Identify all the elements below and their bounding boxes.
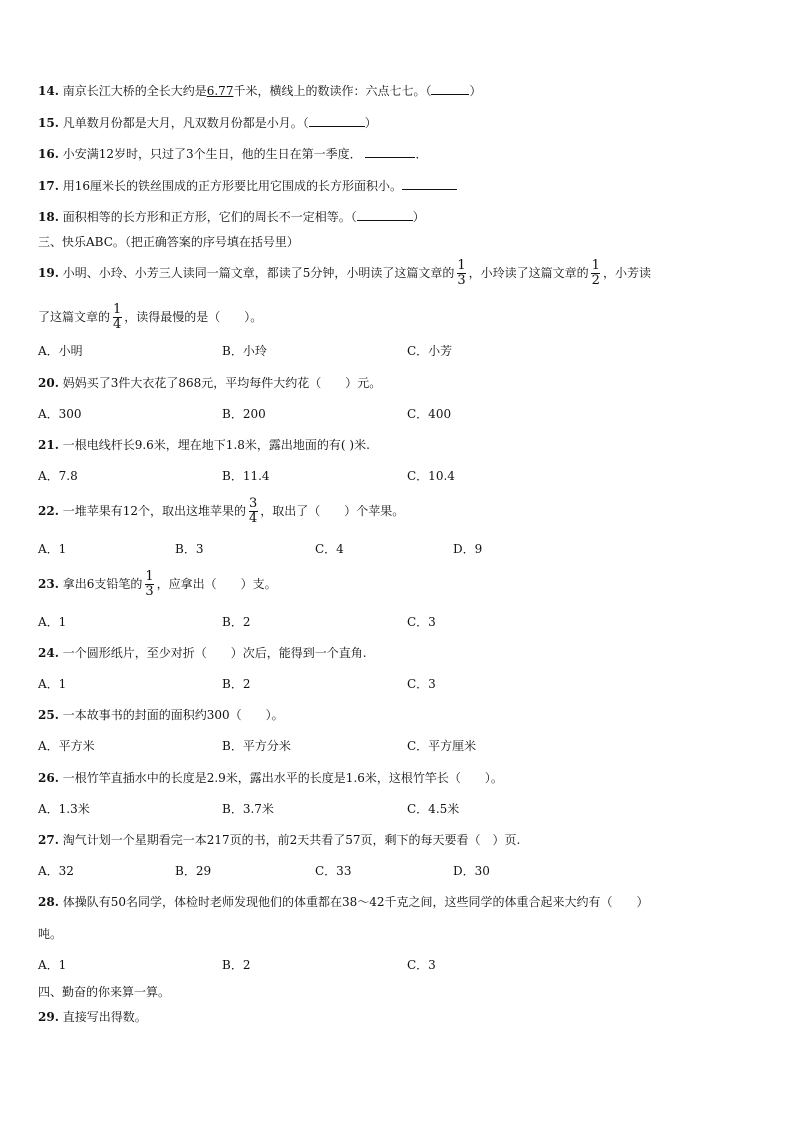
fraction <box>112 303 122 332</box>
question-text: 千米，横线上的数读作：六点七七。（ <box>233 84 432 98</box>
question-text: ，小芳读 <box>602 266 651 280</box>
option-d[interactable]: D．9 <box>453 542 483 556</box>
numerator: 1 <box>145 569 154 584</box>
option-c[interactable]: C．10.4 <box>407 469 455 483</box>
question-text: 了这篇文章的 <box>38 310 111 324</box>
question-text: 直接写出得数。 <box>62 1010 147 1024</box>
option-a[interactable]: A．平方米 <box>38 739 95 753</box>
question-text: 妈妈买了3件大衣花了868元，平均每件大约花（ ）元。 <box>62 376 382 390</box>
option-c[interactable]: C．平方厘米 <box>407 739 477 753</box>
question-28-line-2: 吨。 <box>38 927 63 941</box>
question-15 <box>38 115 377 131</box>
answer-blank[interactable] <box>357 209 413 221</box>
option-b[interactable]: B．200 <box>222 407 266 421</box>
question-17 <box>38 178 457 194</box>
denominator: 3 <box>457 273 466 288</box>
question-text: 一根电线杆长9.6米，埋在地下1.8米，露出地面的有( )米. <box>62 438 370 452</box>
question-20 <box>38 375 381 391</box>
question-22 <box>38 496 404 526</box>
question-number: 18. <box>38 210 59 224</box>
fraction <box>248 497 258 526</box>
numerator: 1 <box>113 302 122 317</box>
denominator: 4 <box>113 317 122 332</box>
question-number: 21. <box>38 438 59 452</box>
option-d[interactable]: D．30 <box>453 864 490 878</box>
question-27 <box>38 832 520 848</box>
option-a[interactable]: A．1 <box>38 958 67 972</box>
denominator: 3 <box>145 584 154 599</box>
option-b[interactable]: B．2 <box>222 677 251 691</box>
question-number: 16. <box>38 147 59 161</box>
question-number: 27. <box>38 833 59 847</box>
question-text: 凡单数月份都是大月，凡双数月份都是小月。（ <box>62 116 309 130</box>
option-c[interactable]: C．4.5米 <box>407 802 460 816</box>
question-number: 19. <box>38 266 59 280</box>
question-21 <box>38 437 370 453</box>
option-b[interactable]: B．11.4 <box>222 469 270 483</box>
question-text: 一根竹竿直插水中的长度是2.9米，露出水平的长度是1.6米，这根竹竿长（ ）。 <box>62 771 503 785</box>
answer-blank[interactable] <box>309 115 365 127</box>
option-b[interactable]: B．3.7米 <box>222 802 274 816</box>
question-number: 20. <box>38 376 59 390</box>
question-number: 24. <box>38 646 59 660</box>
question-number: 25. <box>38 708 59 722</box>
option-c[interactable]: C．4 <box>315 542 344 556</box>
question-28 <box>38 894 649 910</box>
option-c[interactable]: C．33 <box>315 864 352 878</box>
question-text: 一本故事书的封面的面积约300（ ）。 <box>62 708 284 722</box>
question-text: 南京长江大桥的全长大约是 <box>62 84 207 98</box>
question-number: 23. <box>38 577 59 591</box>
option-a[interactable]: A．1 <box>38 677 67 691</box>
denominator: 4 <box>249 511 258 526</box>
question-text: 拿出6支铅笔的 <box>62 577 143 591</box>
option-c[interactable]: C．400 <box>407 407 452 421</box>
option-c[interactable]: C．小芳 <box>407 344 453 358</box>
question-number: 15. <box>38 116 59 130</box>
question-26 <box>38 770 503 786</box>
question-text: 用16厘米长的铁丝围成的正方形要比用它围成的长方形面积小。 <box>62 179 402 193</box>
question-text: 一个圆形纸片，至少对折（ ）次后，能得到一个直角. <box>62 646 367 660</box>
option-a[interactable]: A．小明 <box>38 344 83 358</box>
option-a[interactable]: A．1.3米 <box>38 802 90 816</box>
answer-blank[interactable] <box>365 146 415 158</box>
option-a[interactable]: A．1 <box>38 615 67 629</box>
question-number: 14. <box>38 84 59 98</box>
option-a[interactable]: A．300 <box>38 407 82 421</box>
option-b[interactable]: B．2 <box>222 615 251 629</box>
numerator: 1 <box>591 258 600 273</box>
answer-blank[interactable] <box>431 83 469 95</box>
question-number: 29. <box>38 1010 59 1024</box>
question-number: 28. <box>38 895 59 909</box>
question-number: 17. <box>38 179 59 193</box>
answer-blank[interactable] <box>402 178 457 190</box>
question-23 <box>38 569 277 599</box>
question-14 <box>38 83 481 99</box>
question-number: 26. <box>38 771 59 785</box>
section-heading-4: 四、勤奋的你来算一算。 <box>38 985 171 999</box>
option-a[interactable]: A．32 <box>38 864 74 878</box>
option-c[interactable]: C．3 <box>407 615 436 629</box>
period: ． <box>415 147 428 161</box>
question-25 <box>38 707 284 723</box>
option-c[interactable]: C．3 <box>407 958 436 972</box>
question-number: 22. <box>38 504 59 518</box>
question-text: 面积相等的长方形和正方形，它们的周长不一定相等。（ <box>62 210 357 224</box>
numerator: 1 <box>457 258 466 273</box>
option-b[interactable]: B．29 <box>175 864 212 878</box>
question-19-line-2 <box>38 302 262 332</box>
question-text: 体操队有50名同学，体检时老师发现他们的体重都在38～42千克之间，这些同学的体重合起来大约有（ ） <box>62 895 649 909</box>
section-heading-3: 三、快乐ABC。（把正确答案的序号填在括号里） <box>38 235 299 249</box>
question-16 <box>38 146 427 162</box>
bracket: ） <box>364 116 377 130</box>
question-18 <box>38 209 425 225</box>
bracket: ） <box>469 84 482 98</box>
option-b[interactable]: B．平方分米 <box>222 739 291 753</box>
question-19 <box>38 258 651 288</box>
denominator: 2 <box>591 273 600 288</box>
option-b[interactable]: B．3 <box>175 542 204 556</box>
question-text: ，小玲读了这篇文章的 <box>468 266 589 280</box>
question-29 <box>38 1009 147 1025</box>
question-text: 小明、小玲、小芳三人读同一篇文章，都读了5分钟，小明读了这篇文章的 <box>62 266 455 280</box>
fraction <box>456 259 466 288</box>
question-text: ，取出了（ ）个苹果。 <box>260 504 405 518</box>
question-text: 一堆苹果有12个，取出这堆苹果的 <box>62 504 246 518</box>
fraction <box>144 570 154 599</box>
option-b[interactable]: B．小玲 <box>222 344 267 358</box>
option-b[interactable]: B．2 <box>222 958 251 972</box>
bracket: ） <box>412 210 425 224</box>
underlined-number: 6.77 <box>206 84 234 98</box>
fraction <box>591 259 601 288</box>
question-text: 淘气计划一个星期看完一本217页的书，前2天共看了57页，剩下的每天要看（ ）页. <box>62 833 521 847</box>
option-c[interactable]: C．3 <box>407 677 436 691</box>
numerator: 3 <box>249 496 258 511</box>
question-text: 小安满12岁时，只过了3个生日，他的生日在第一季度． <box>62 147 362 161</box>
option-a[interactable]: A．1 <box>38 542 67 556</box>
question-text: ，读得最慢的是（ ）。 <box>124 310 263 324</box>
option-a[interactable]: A．7.8 <box>38 469 78 483</box>
question-24 <box>38 645 367 661</box>
question-text: ，应拿出（ ）支。 <box>156 577 277 591</box>
